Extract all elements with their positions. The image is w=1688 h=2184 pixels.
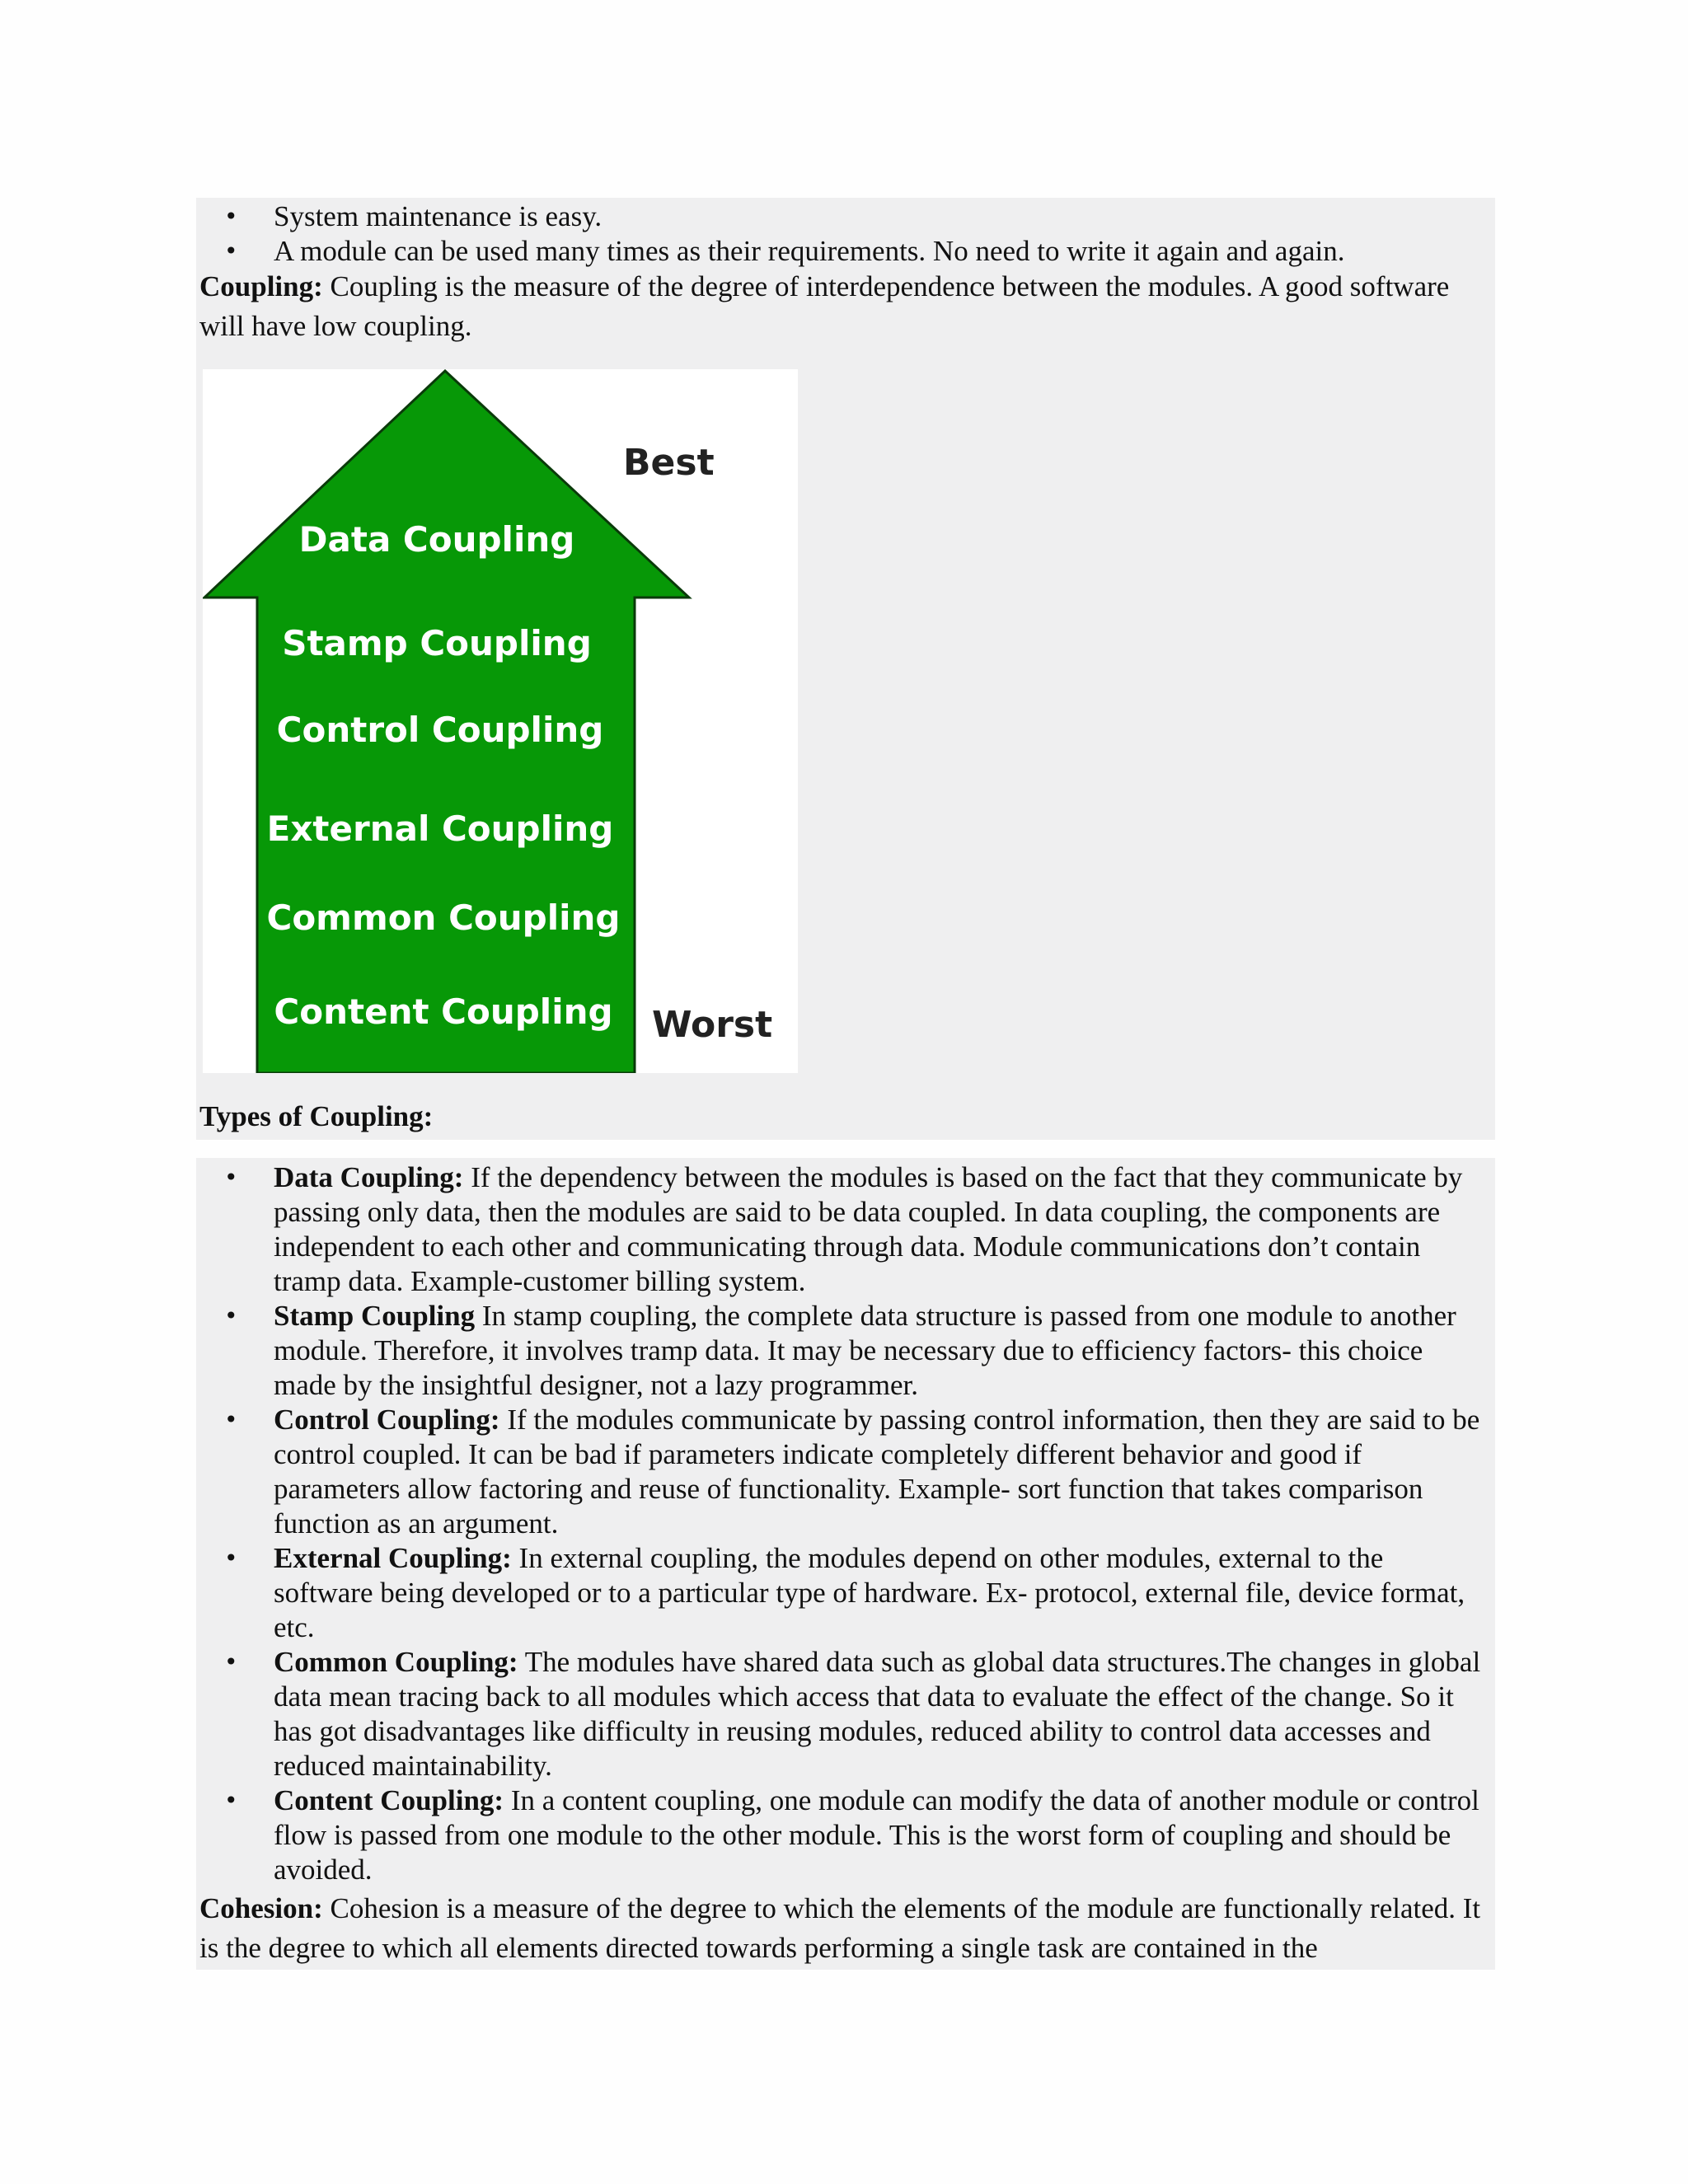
level-external-coupling: External Coupling <box>266 808 614 849</box>
cohesion-term: Cohesion: <box>199 1892 323 1924</box>
list-item: • System maintenance is easy. <box>196 199 1482 234</box>
level-stamp-coupling: Stamp Coupling <box>282 623 592 663</box>
level-data-coupling: Data Coupling <box>298 519 575 560</box>
list-item: • Stamp Coupling In stamp coupling, the complete data structure is passed from one module to another module. Therefore, it involves tramp data. It may be necessary due to efficiency factors- this choice made by the insightful designer, not a lazy programmer. <box>196 1299 1482 1403</box>
coupling-diagram <box>203 369 798 1073</box>
cohesion-definition: Cohesion is a measure of the degree to which the elements of the module are functionally related. It is the degree to which all elements directed towards performing a single task are contained in the <box>199 1892 1481 1964</box>
coupling-term: Coupling: <box>199 270 323 302</box>
level-common-coupling: Common Coupling <box>266 898 621 938</box>
benefits-list <box>196 199 1482 269</box>
list-item: • Control Coupling: If the modules communicate by passing control information, then they are said to be control coupled. It can be bad if parameters indicate completely different behavior and good if parameters allow factoring and reuse of functionality. Example- sort function that takes comparison function as an argument. <box>196 1403 1482 1541</box>
coupling-arrow-diagram <box>203 369 798 1073</box>
list-item: • Content Coupling: In a content coupling, one module can modify the data of another module or control flow is passed from one module to the other module. This is the worst form of coupling and should be avoided. <box>196 1783 1482 1887</box>
level-control-coupling: Control Coupling <box>276 710 604 750</box>
level-content-coupling: Content Coupling <box>274 991 613 1032</box>
coupling-types-list <box>196 1160 1482 1887</box>
list-item: • A module can be used many times as their requirements. No need to write it again and again. <box>196 234 1482 269</box>
types-heading: Types of Coupling: <box>199 1100 434 1132</box>
cohesion-paragraph <box>196 1889 1498 1968</box>
list-item: • External Coupling: In external coupling, the modules depend on other modules, external to the software being developed or to a particular type of hardware. Ex- protocol, external file, device format, etc. <box>196 1541 1482 1645</box>
worst-label: Worst <box>652 1004 773 1046</box>
list-item: • Data Coupling: If the dependency between the modules is based on the fact that they communicate by passing only data, then the modules are said to be data coupled. In data coupling, the components are independent to each other and communicating through data. Module communications don’t contain tramp data. Example-customer billing system. <box>196 1160 1482 1299</box>
coupling-paragraph <box>196 267 1498 346</box>
list-item: • Common Coupling: The modules have shared data such as global data structures.The changes in global data mean tracing back to all modules which access that data to evaluate the effect of the change. So it has got disadvantages like difficulty in reusing modules, reduced ability to control data accesses and reduced maintainability. <box>196 1645 1482 1783</box>
coupling-definition: Coupling is the measure of the degree of interdependence between the modules. A good software will have low coupling. <box>199 270 1450 342</box>
best-label: Best <box>623 442 715 484</box>
